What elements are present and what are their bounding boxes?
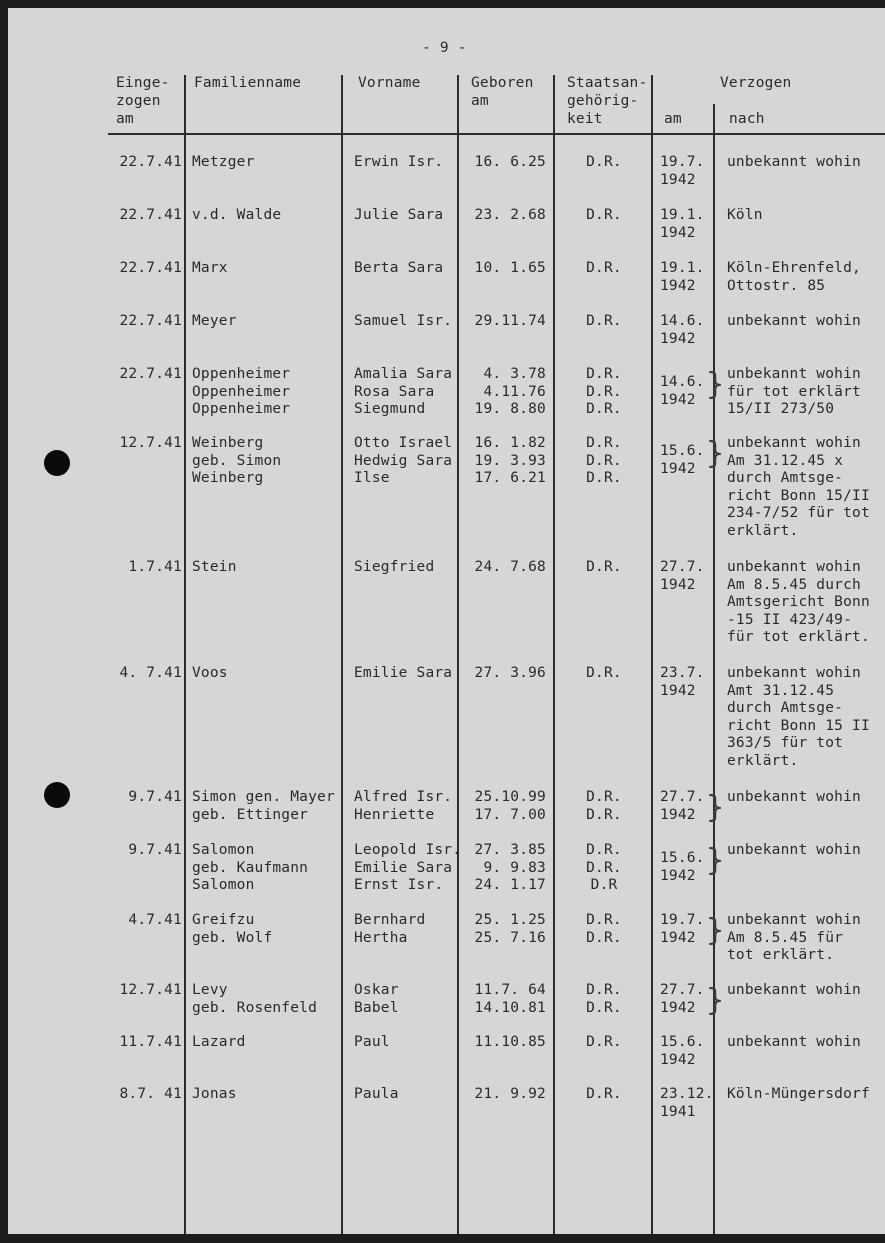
verzogen-nach: Ottostr. 85 [727, 277, 826, 294]
brace-mark: } [706, 843, 725, 878]
verzogen-date: 19.1. [660, 260, 705, 276]
verzogen-nach: Köln-Müngersdorf [727, 1086, 870, 1102]
brace-mark: } [706, 436, 725, 471]
staatsangehoerigkeit: D.R. [586, 260, 622, 276]
familienname: Jonas [192, 1086, 237, 1102]
verzogen-nach: unbekannt wohin [727, 154, 861, 170]
column-rule [184, 75, 186, 1234]
verzogen-date: 19.1. [660, 207, 705, 223]
staatsangehoerigkeit: D.R. [586, 999, 622, 1016]
header-staat-1: Staatsan- [567, 75, 648, 91]
verzogen-date: 1942 [660, 806, 696, 823]
vorname: Leopold Isr. [354, 842, 462, 858]
familienname: Oppenheimer [192, 401, 291, 417]
verzogen-date: 15.6. [660, 850, 705, 866]
header-rule [108, 133, 885, 135]
familienname: Greifzu [192, 912, 255, 928]
staatsangehoerigkeit: D.R. [586, 383, 622, 400]
verzogen-nach: tot erklärt. [727, 947, 835, 963]
eingezogen-date: 9.7.41 [128, 789, 182, 805]
binder-hole [44, 782, 70, 808]
familienname: Weinberg [192, 435, 264, 451]
verzogen-nach: unbekannt wohin [727, 982, 861, 998]
verzogen-date: 1942 [660, 171, 696, 188]
verzogen-nach: richt Bonn 15/II [727, 487, 870, 504]
verzogen-nach: 363/5 für tot [727, 735, 844, 751]
brace-mark: } [706, 790, 725, 825]
verzogen-date: 1942 [660, 867, 696, 884]
eingezogen-date: 22.7.41 [119, 366, 182, 382]
verzogen-nach: erklärt. [727, 522, 799, 539]
geboren-date: 19. 3.93 [474, 452, 546, 469]
verzogen-nach: unbekannt wohin [727, 912, 861, 928]
familienname: Levy [192, 982, 228, 998]
vorname: Julie Sara [354, 207, 444, 223]
eingezogen-date: 11.7.41 [119, 1034, 182, 1050]
staatsangehoerigkeit: D.R. [586, 665, 622, 681]
vorname: Hertha [354, 929, 408, 946]
vorname: Otto Israel [354, 435, 453, 451]
familienname: v.d. Walde [192, 207, 282, 223]
familienname: Metzger [192, 154, 255, 170]
familienname: Marx [192, 260, 228, 276]
header-geboren-1: Geboren [471, 75, 534, 91]
eingezogen-date: 8.7. 41 [119, 1086, 182, 1102]
eingezogen-date: 4.7.41 [128, 912, 182, 928]
verzogen-date: 19.7. [660, 154, 705, 170]
familienname: Stein [192, 559, 237, 575]
staatsangehoerigkeit: D.R. [586, 842, 622, 858]
verzogen-nach: erklärt. [727, 752, 799, 769]
verzogen-date: 1942 [660, 224, 696, 241]
geboren-date: 11.7. 64 [474, 982, 546, 998]
familienname: Voos [192, 665, 228, 681]
staatsangehoerigkeit: D.R. [586, 366, 622, 382]
vorname: Siegmund [354, 401, 426, 417]
staatsangehoerigkeit: D.R. [586, 1086, 622, 1102]
column-rule [341, 75, 343, 1234]
vorname: Erwin Isr. [354, 154, 444, 170]
familienname: geb. Rosenfeld [192, 999, 318, 1016]
geboren-date: 4.11.76 [474, 383, 546, 400]
vorname: Paula [354, 1086, 399, 1102]
geboren-date: 24. 7.68 [474, 559, 546, 575]
geboren-date: 24. 1.17 [474, 877, 546, 893]
verzogen-date: 1941 [660, 1103, 696, 1120]
geboren-date: 25.10.99 [474, 789, 546, 805]
staatsangehoerigkeit: D.R. [586, 559, 622, 575]
staatsangehoerigkeit: D.R. [586, 154, 622, 170]
column-rule [457, 75, 459, 1234]
verzogen-nach: unbekannt wohin [727, 435, 861, 451]
verzogen-date: 27.7. [660, 559, 705, 575]
eingezogen-date: 12.7.41 [119, 982, 182, 998]
column-rule [713, 104, 715, 1234]
familienname: Simon gen. Mayer [192, 789, 335, 805]
header-verzogen-am: am [664, 111, 682, 127]
geboren-date: 4. 3.78 [474, 366, 546, 382]
geboren-date: 29.11.74 [474, 313, 546, 329]
vorname: Amalia Sara [354, 366, 453, 382]
eingezogen-date: 22.7.41 [119, 207, 182, 223]
verzogen-nach: durch Amtsge- [727, 700, 844, 716]
vorname: Henriette [354, 806, 435, 823]
column-rule [651, 75, 653, 1234]
header-familienname: Familienname [194, 75, 302, 91]
vorname: Ilse [354, 470, 390, 486]
familienname: Oppenheimer [192, 366, 291, 382]
staatsangehoerigkeit: D.R. [586, 207, 622, 223]
geboren-date: 19. 8.80 [474, 401, 546, 417]
verzogen-date: 14.6. [660, 374, 705, 390]
staatsangehoerigkeit: D.R. [586, 929, 622, 946]
vorname: Samuel Isr. [354, 313, 453, 329]
verzogen-nach: Am 8.5.45 durch [727, 576, 861, 593]
staatsangehoerigkeit: D.R. [586, 401, 622, 417]
eingezogen-date: 22.7.41 [119, 260, 182, 276]
geboren-date: 21. 9.92 [474, 1086, 546, 1102]
familienname: Meyer [192, 313, 237, 329]
staatsangehoerigkeit: D.R. [586, 912, 622, 928]
vorname: Oskar [354, 982, 399, 998]
verzogen-nach: Amtsgericht Bonn [727, 594, 870, 610]
verzogen-date: 1942 [660, 460, 696, 477]
familienname: geb. Kaufmann [192, 859, 309, 876]
brace-mark: } [706, 367, 725, 402]
staatsangehoerigkeit: D.R. [586, 1034, 622, 1050]
verzogen-date: 15.6. [660, 443, 705, 459]
vorname: Hedwig Sara [354, 452, 453, 469]
verzogen-date: 27.7. [660, 982, 705, 998]
geboren-date: 27. 3.85 [474, 842, 546, 858]
geboren-date: 14.10.81 [474, 999, 546, 1016]
verzogen-nach: Am 31.12.45 x [727, 452, 844, 469]
vorname: Emilie Sara [354, 665, 453, 681]
verzogen-nach: unbekannt wohin [727, 789, 861, 805]
header-eingezogen-1: Einge- [116, 75, 170, 91]
header-verzogen-nach: nach [729, 111, 765, 127]
geboren-date: 17. 6.21 [474, 470, 546, 486]
eingezogen-date: 22.7.41 [119, 313, 182, 329]
eingezogen-date: 1.7.41 [128, 559, 182, 575]
vorname: Babel [354, 999, 399, 1016]
page-number: - 9 - [422, 40, 467, 56]
verzogen-date: 1942 [660, 682, 696, 699]
staatsangehoerigkeit: D.R. [586, 806, 622, 823]
header-verzogen: Verzogen [720, 75, 792, 91]
verzogen-date: 14.6. [660, 313, 705, 329]
verzogen-nach: unbekannt wohin [727, 313, 861, 329]
verzogen-nach: -15 II 423/49- [727, 611, 853, 628]
geboren-date: 10. 1.65 [474, 260, 546, 276]
staatsangehoerigkeit: D.R. [586, 435, 622, 451]
brace-mark: } [706, 983, 725, 1018]
verzogen-date: 1942 [660, 391, 696, 408]
verzogen-date: 1942 [660, 1051, 696, 1068]
vorname: Siegfried [354, 559, 435, 575]
staatsangehoerigkeit: D.R. [586, 470, 622, 486]
geboren-date: 11.10.85 [474, 1034, 546, 1050]
verzogen-date: 1942 [660, 999, 696, 1016]
header-staat-3: keit [567, 111, 603, 127]
verzogen-date: 27.7. [660, 789, 705, 805]
header-eingezogen-3: am [116, 111, 134, 127]
familienname: Lazard [192, 1034, 246, 1050]
familienname: Salomon [192, 877, 255, 893]
verzogen-nach: unbekannt wohin [727, 559, 861, 575]
vorname: Ernst Isr. [354, 877, 444, 893]
verzogen-nach: für tot erklärt [727, 383, 861, 400]
staatsangehoerigkeit: D.R. [586, 859, 622, 876]
verzogen-nach: Köln-Ehrenfeld, [727, 260, 861, 276]
familienname: Weinberg [192, 470, 264, 486]
staatsangehoerigkeit: D.R. [586, 313, 622, 329]
verzogen-nach: Amt 31.12.45 [727, 682, 835, 699]
verzogen-nach: 15/II 273/50 [727, 401, 835, 417]
geboren-date: 16. 1.82 [474, 435, 546, 451]
header-staat-2: gehörig- [567, 93, 639, 109]
header-geboren-2: am [471, 93, 489, 109]
verzogen-nach: Am 8.5.45 für [727, 929, 844, 946]
header-eingezogen-2: zogen [116, 93, 161, 109]
vorname: Bernhard [354, 912, 426, 928]
verzogen-date: 23.12. [660, 1086, 714, 1102]
familienname: Salomon [192, 842, 255, 858]
vorname: Berta Sara [354, 260, 444, 276]
familienname: geb. Simon [192, 452, 282, 469]
geboren-date: 25. 1.25 [474, 912, 546, 928]
verzogen-date: 1942 [660, 929, 696, 946]
geboren-date: 9. 9.83 [474, 859, 546, 876]
verzogen-date: 1942 [660, 330, 696, 347]
verzogen-nach: für tot erklärt. [727, 629, 870, 645]
eingezogen-date: 4. 7.41 [119, 665, 182, 681]
verzogen-date: 23.7. [660, 665, 705, 681]
verzogen-nach: durch Amtsge- [727, 470, 844, 486]
geboren-date: 27. 3.96 [474, 665, 546, 681]
familienname: geb. Ettinger [192, 806, 309, 823]
geboren-date: 16. 6.25 [474, 154, 546, 170]
verzogen-date: 15.6. [660, 1034, 705, 1050]
vorname: Alfred Isr. [354, 789, 453, 805]
vorname: Paul [354, 1034, 390, 1050]
verzogen-nach: richt Bonn 15 II [727, 717, 870, 734]
verzogen-date: 1942 [660, 277, 696, 294]
verzogen-date: 19.7. [660, 912, 705, 928]
eingezogen-date: 12.7.41 [119, 435, 182, 451]
header-vorname: Vorname [358, 75, 421, 91]
verzogen-nach: 234-7/52 für tot [727, 505, 870, 521]
document-page [8, 8, 885, 1234]
eingezogen-date: 9.7.41 [128, 842, 182, 858]
staatsangehoerigkeit: D.R [590, 877, 618, 893]
geboren-date: 23. 2.68 [474, 207, 546, 223]
brace-mark: } [706, 913, 725, 948]
familienname: Oppenheimer [192, 383, 291, 400]
geboren-date: 25. 7.16 [474, 929, 546, 946]
staatsangehoerigkeit: D.R. [586, 452, 622, 469]
verzogen-nach: unbekannt wohin [727, 665, 861, 681]
binder-hole [44, 450, 70, 476]
verzogen-nach: Köln [727, 207, 763, 223]
eingezogen-date: 22.7.41 [119, 154, 182, 170]
staatsangehoerigkeit: D.R. [586, 789, 622, 805]
vorname: Rosa Sara [354, 383, 435, 400]
staatsangehoerigkeit: D.R. [586, 982, 622, 998]
verzogen-nach: unbekannt wohin [727, 842, 861, 858]
geboren-date: 17. 7.00 [474, 806, 546, 823]
verzogen-date: 1942 [660, 576, 696, 593]
column-rule [553, 75, 555, 1234]
verzogen-nach: unbekannt wohin [727, 366, 861, 382]
vorname: Emilie Sara [354, 859, 453, 876]
verzogen-nach: unbekannt wohin [727, 1034, 861, 1050]
familienname: geb. Wolf [192, 929, 273, 946]
